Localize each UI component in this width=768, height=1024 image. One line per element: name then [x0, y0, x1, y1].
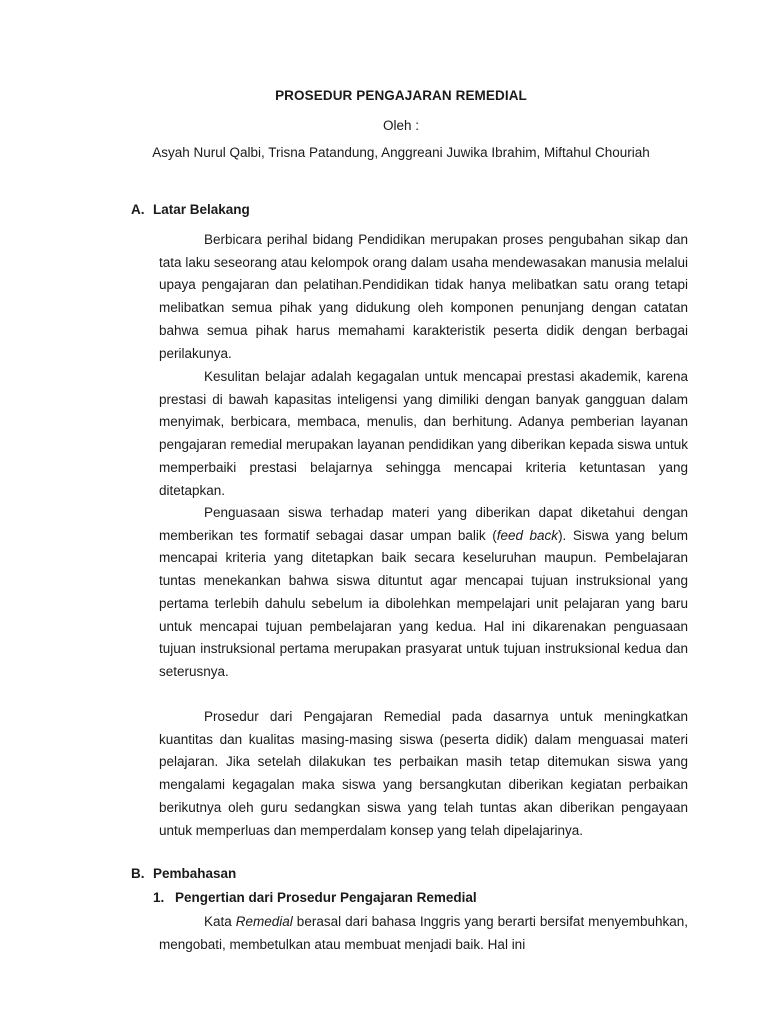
- paragraph-a4: Prosedur dari Pengajaran Remedial pada dasarnya untuk meningkatkan kuantitas dan kualitas masing-masing siswa (peserta didik) dalam menguasai materi pelajaran. Jika setelah dilakukan tes perbaikan masih tetap ditemukan siswa yang mengalami kegagalan maka siswa yang bersangkutan diberikan kegiatan perbaikan berikutnya oleh guru sedangkan siswa yang telah tuntas akan diberikan pengayaan untuk memperluas dan memperdalam konsep yang telah dipelajarinya.: [159, 709, 688, 838]
- paragraph-b1-part2: berasal dari bahasa Inggris yang berarti bersifat menyembuhkan, mengobati, membetulkan atau membuat menjadi baik. Hal ini: [159, 914, 688, 952]
- paragraph-b1: [159, 911, 688, 956]
- paragraph-a1: Berbicara perihal bidang Pendidikan merupakan proses pengubahan sikap dan tata laku seseorang atau kelompok orang dalam usaha mendewasakan manusia melalui upaya pengajaran dan pelatihan.Pendidikan tidak hanya melibatkan satu orang tetapi melibatkan semua pihak yang didukung oleh komponen penunjang dengan catatan bahwa semua pihak harus memahami karakteristik peserta didik dengan berbagai perilakunya.: [159, 232, 688, 361]
- paragraph-b1-part1: Kata: [204, 914, 236, 929]
- section-b-title: Pembahasan: [153, 866, 237, 881]
- subsection-1-heading: [153, 890, 477, 905]
- byline: Oleh :: [382, 118, 420, 133]
- document-title: PROSEDUR PENGAJARAN REMEDIAL: [275, 88, 527, 103]
- subsection-1-label: 1.: [153, 890, 165, 905]
- paragraph-a3-part2: ). Siswa yang belum mencapai kriteria yang ditetapkan baik secara keseluruhan maupun. Pembelajaran tuntas menekankan bahwa siswa dituntut agar mencapai tujuan instruksional yang pertama terlebih dahulu sebelum ia dibolehkan mempelajari unit pelajaran yang baru untuk mencapai tujuan pembelajaran yang kedua. Hal ini dikarenakan penguasaan tujuan instruksional pertama merupakan prasyarat untuk tujuan instruksional kedua dan seterusnya.: [159, 527, 688, 679]
- section-a-title: Latar Belakang: [153, 202, 250, 217]
- paragraph-b1-italic: Remedial: [235, 914, 293, 929]
- paragraph-a3-part1: Penguasaan siswa terhadap materi yang diberikan dapat diketahui dengan memberikan tes formatif sebagai dasar umpan balik (: [159, 505, 688, 543]
- paragraph-a3: [159, 502, 688, 684]
- paragraph-a3-italic: feed back: [496, 527, 559, 543]
- subsection-1-title: Pengertian dari Prosedur Pengajaran Remedial: [175, 890, 477, 905]
- authors: Asyah Nurul Qalbi, Trisna Patandung, Anggreani Juwika Ibrahim, Miftahul Chouriah: [152, 145, 650, 160]
- section-a-heading: [131, 202, 250, 217]
- section-a-label: A.: [131, 202, 145, 217]
- paragraph-a2: Kesulitan belajar adalah kegagalan untuk mencapai prestasi akademik, karena prestasi di bawah kapasitas inteligensi yang dimiliki dengan banyak gangguan dalam menyimak, berbicara, membaca, menulis, dan berhitung. Adanya pemberian layanan pengajaran remedial merupakan layanan pendidikan yang diberikan kepada siswa untuk memperbaiki prestasi belajarnya sehingga mencapai kriteria ketuntasan yang ditetapkan.: [159, 369, 688, 498]
- section-b-heading: [131, 866, 236, 881]
- section-b-label: B.: [131, 866, 145, 881]
